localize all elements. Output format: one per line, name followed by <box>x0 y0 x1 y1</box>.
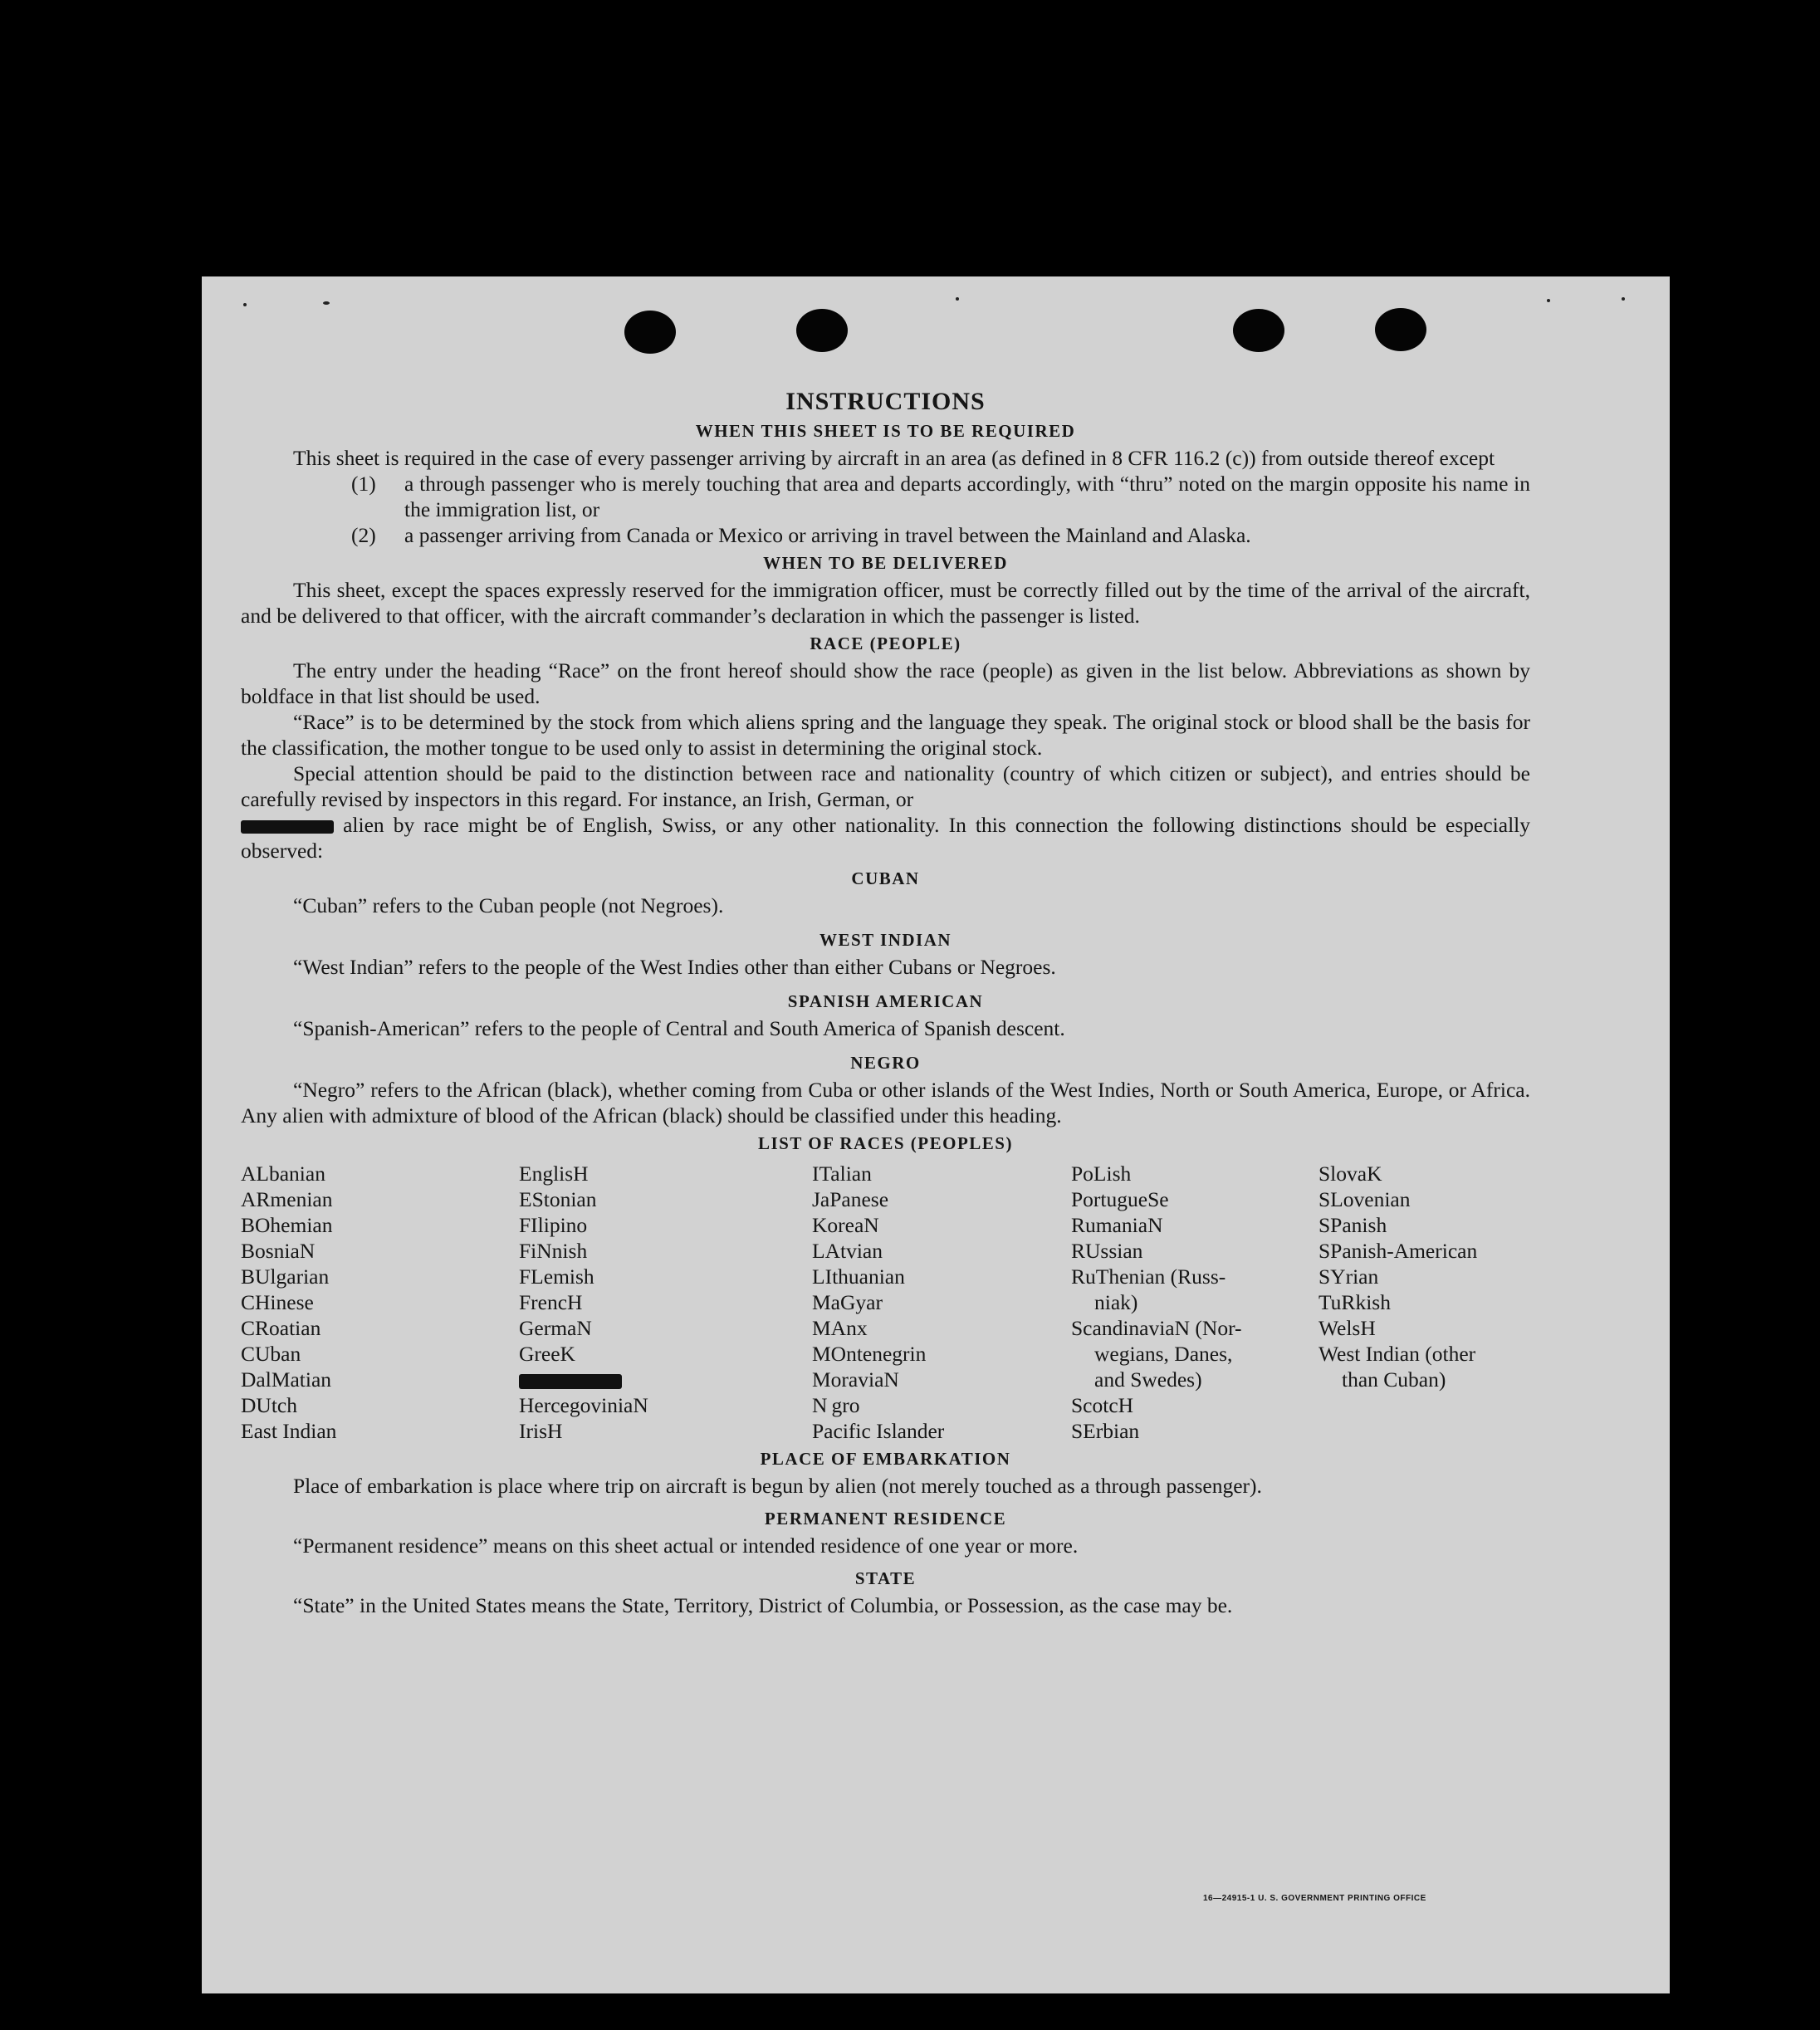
race-entry: FrencH <box>519 1290 583 1314</box>
speck <box>1547 299 1550 302</box>
race-entry: LIthuanian <box>812 1264 905 1289</box>
delivered-text: This sheet, except the spaces expressly reserved for the immigration officer, must be correctly filled out by the time of the arrival of the aircraft, and be delivered to that officer, with the aircraft commander’s declaration in which the passenger is listed. <box>241 578 1530 628</box>
race-entry: RuThenian (Russ- <box>1071 1264 1226 1289</box>
speck <box>243 303 247 306</box>
section-heading-delivered: WHEN TO BE DELIVERED <box>763 553 1008 573</box>
section-heading-west-indian: WEST INDIAN <box>819 930 952 950</box>
embarkation-text: Place of embarkation is place where trip on aircraft is begun by alien (not merely touched as a through passenger). <box>293 1474 1262 1498</box>
race-entry: East Indian <box>241 1419 337 1443</box>
punch-hole <box>796 309 848 352</box>
section-heading-cuban: CUBAN <box>851 868 920 888</box>
race-entry: ARmenian <box>241 1187 333 1211</box>
race-paragraph-3b-text: alien by race might be of English, Swiss, or any other nationality. In this connection the following distinctions should be especially observed: <box>241 813 1531 863</box>
race-entry: ScotcH <box>1071 1393 1134 1417</box>
exception-item <box>241 471 1530 522</box>
speck <box>323 301 330 305</box>
race-entry: MoraviaN <box>812 1367 899 1392</box>
printing-office-code: 16—24915-1 U. S. GOVERNMENT PRINTING OFFICE <box>1203 1894 1426 1903</box>
cuban-text: “Cuban” refers to the Cuban people (not Negroes). <box>293 893 724 917</box>
race-entry: GreeK <box>519 1342 575 1366</box>
race-entry: RumaniaN <box>1071 1213 1163 1237</box>
redaction-mark <box>241 820 334 834</box>
race-entry: TuRkish <box>1319 1290 1391 1314</box>
race-entry: ALbanian <box>241 1162 325 1186</box>
race-entry: FLemish <box>519 1264 594 1289</box>
race-paragraph-1: The entry under the heading “Race” on the front hereof should show the race (people) as given in the list below. Abbreviations as shown by boldface in that list should be used. <box>241 658 1530 708</box>
race-entry: GermaN <box>519 1316 592 1340</box>
section-heading-embarkation: PLACE OF EMBARKATION <box>760 1449 1011 1469</box>
race-entry: PoLish <box>1071 1162 1132 1186</box>
race-paragraph-3a: Special attention should be paid to the distinction between race and nationality (country of which citizen or subject), and entries should be carefully revised by inspectors in this regard. For instance, an Irish, German, or <box>241 761 1530 811</box>
race-entry: SLovenian <box>1319 1187 1411 1211</box>
section-heading-negro: NEGRO <box>850 1053 921 1073</box>
race-entry: PortugueSe <box>1071 1187 1169 1211</box>
page-title: INSTRUCTIONS <box>785 388 986 415</box>
race-entry: MaGyar <box>812 1290 883 1314</box>
race-entry: ScandinaviaN (Nor- <box>1071 1316 1242 1340</box>
race-entry: EStonian <box>519 1187 597 1211</box>
redaction-mark <box>519 1374 622 1389</box>
exception-number: (1) <box>351 472 376 496</box>
race-entry: EnglisH <box>519 1162 589 1186</box>
exception-text: a through passenger who is merely touching that area and departs accordingly, with “thru” noted on the margin opposite his name in the immigration list, or <box>404 472 1530 521</box>
race-entry: SPanish <box>1319 1213 1387 1237</box>
race-entry: HercegoviniaN <box>519 1393 648 1417</box>
race-entry-continued: and Swedes) <box>1094 1367 1202 1392</box>
punch-hole <box>1233 309 1284 352</box>
race-entry: DalMatian <box>241 1367 332 1392</box>
races-column-3 <box>812 1161 1071 1444</box>
race-entry: RUssian <box>1071 1239 1143 1263</box>
section-heading-races: LIST OF RACES (PEOPLES) <box>758 1133 1013 1153</box>
spanish-american-text: “Spanish-American” refers to the people of Central and South America of Spanish descent. <box>293 1016 1065 1040</box>
race-entry: BUlgarian <box>241 1264 330 1289</box>
race-entry: SErbian <box>1071 1419 1140 1443</box>
race-entry: CUban <box>241 1342 301 1366</box>
speck <box>1622 297 1625 301</box>
race-entry: N gro <box>812 1393 860 1417</box>
exception-text: a passenger arriving from Canada or Mexico or arriving in travel between the Mainland and Alaska. <box>404 523 1251 547</box>
residence-text: “Permanent residence” means on this sheet actual or intended residence of one year or more. <box>293 1534 1079 1558</box>
race-paragraph-3b <box>241 812 1530 863</box>
race-entry: KoreaN <box>812 1213 879 1237</box>
speck <box>956 297 959 301</box>
races-column-5 <box>1319 1161 1477 1444</box>
required-intro: This sheet is required in the case of every passenger arriving by aircraft in an area (as defined in 8 CFR 116.2 (c)) from outside thereof except <box>293 446 1495 470</box>
section-heading-spanish-american: SPANISH AMERICAN <box>787 991 984 1011</box>
race-entry: CHinese <box>241 1290 314 1314</box>
races-column-1 <box>241 1161 519 1444</box>
race-entry: FiNnish <box>519 1239 588 1263</box>
exception-number: (2) <box>351 523 376 547</box>
punch-hole <box>1375 308 1426 351</box>
section-heading-state: STATE <box>854 1568 917 1588</box>
section-heading-race: RACE (PEOPLE) <box>810 633 961 653</box>
exception-item <box>241 522 1530 548</box>
races-list <box>241 1161 1530 1444</box>
punch-hole <box>624 311 676 354</box>
instructions-content <box>241 388 1530 1618</box>
redacted-race-entry <box>519 1367 812 1392</box>
race-entry: LAtvian <box>812 1239 883 1263</box>
race-entry: JaPanese <box>812 1187 889 1211</box>
race-entry: SPanish-American <box>1319 1239 1478 1263</box>
west-indian-text: “West Indian” refers to the people of the West Indies other than either Cubans or Negroes. <box>293 955 1056 979</box>
race-entry: IrisH <box>519 1419 563 1443</box>
race-entry: West Indian (other <box>1319 1342 1476 1366</box>
race-entry: SlovaK <box>1319 1162 1382 1186</box>
race-paragraph-2: “Race” is to be determined by the stock from which aliens spring and the language they speak. The original stock or blood shall be the basis for the classification, the mother tongue to be used only to assist in determining the original stock. <box>241 710 1530 760</box>
race-entry: Pacific Islander <box>812 1419 945 1443</box>
race-entry: FIlipino <box>519 1213 588 1237</box>
races-column-2 <box>519 1161 812 1444</box>
race-entry-continued: wegians, Danes, <box>1094 1342 1233 1366</box>
race-entry: DUtch <box>241 1393 297 1417</box>
race-entry: BOhemian <box>241 1213 333 1237</box>
race-entry: SYrian <box>1319 1264 1379 1289</box>
race-entry-continued: niak) <box>1094 1290 1138 1314</box>
race-entry: CRoatian <box>241 1316 321 1340</box>
race-entry: WelsH <box>1319 1316 1376 1340</box>
negro-text: “Negro” refers to the African (black), whether coming from Cuba or other islands of the West Indies, North or South America, Europe, or Africa. Any alien with admixture of blood of the African (black) should be classified under this heading. <box>241 1078 1530 1128</box>
races-column-4 <box>1071 1161 1319 1444</box>
state-text: “State” in the United States means the State, Territory, District of Columbia, or Possession, as the case may be. <box>293 1593 1233 1617</box>
race-entry: BosniaN <box>241 1239 316 1263</box>
section-heading-required: WHEN THIS SHEET IS TO BE REQUIRED <box>695 421 1076 441</box>
section-heading-residence: PERMANENT RESIDENCE <box>764 1509 1007 1529</box>
race-entry: ITalian <box>812 1162 872 1186</box>
race-entry: MAnx <box>812 1316 868 1340</box>
race-entry-continued: than Cuban) <box>1342 1367 1446 1392</box>
document-sheet <box>202 276 1670 1993</box>
race-entry: MOntenegrin <box>812 1342 927 1366</box>
